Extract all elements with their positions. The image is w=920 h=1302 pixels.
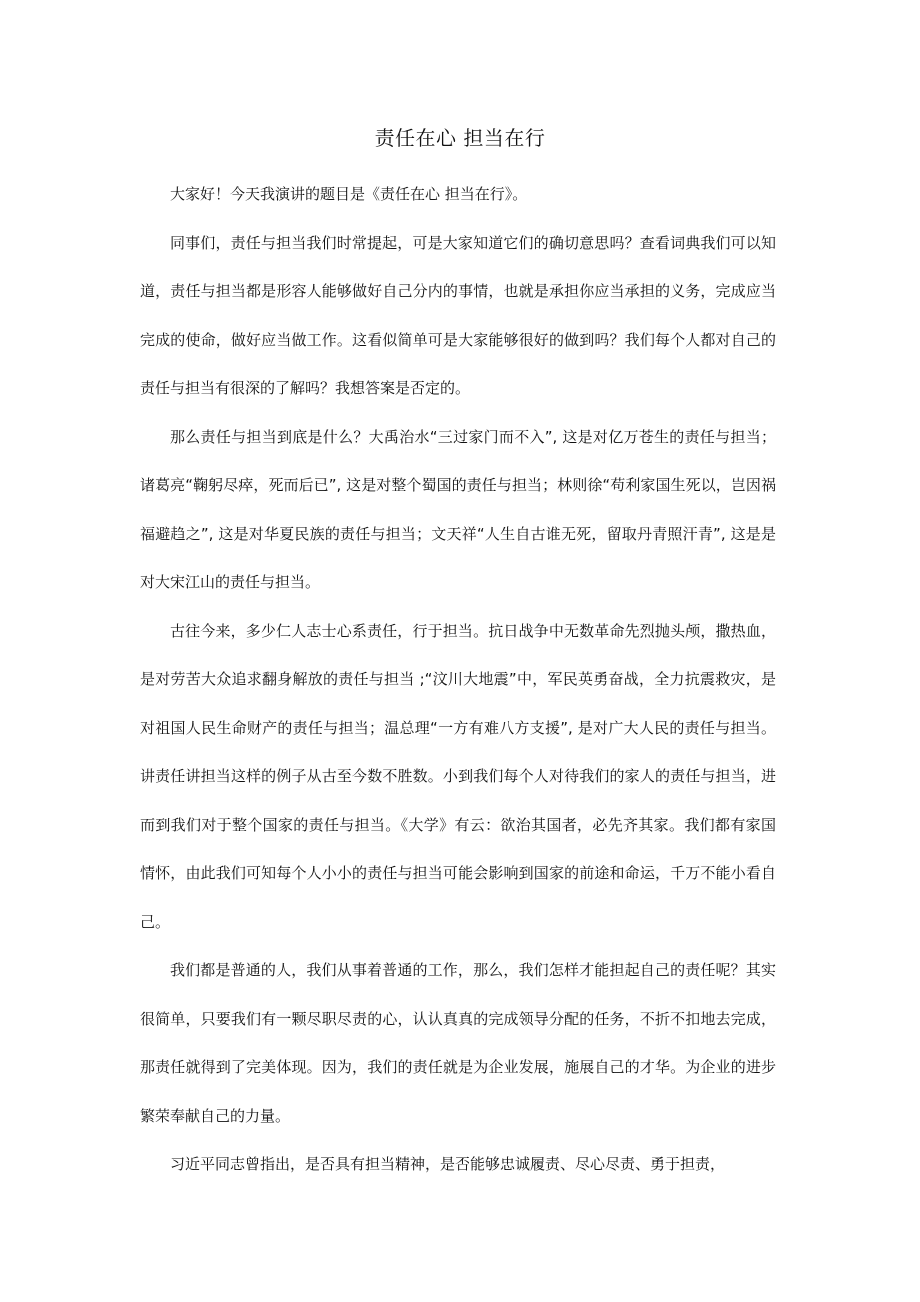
paragraph-greeting: 大家好！今天我演讲的题目是《责任在心 担当在行》。 [170, 185, 528, 203]
document-title: 责任在心 担当在行 [374, 126, 546, 150]
paragraph-modern-examples: 古往今来，多少仁人志士心系责任，行于担当。抗日战争中无数革命先烈抛头颅，撒热血，是对劳苦大众追求翻身解放的责任与担当 ;“汶川大地震”中，军民英勇奋战，全力抗震救灾，是对祖国人民生命财产的责任与担当；温总理“一方有难八方支援”, 是对广大人民的责任与担当。讲责任讲担当这样的例子从古至今数不胜数。小到我们每个人对待我们的家人的责任与担当，进而到我们对于整个国家的责任与担当。《大学》有云：欲治其国者，必先齐其家。我们都有家国情怀，由此我们可知每个人小小的责任与担当可能会影响到国家的前途和命运，千万不能小看自己。 [140, 621, 776, 931]
paragraph-historical-examples: 那么责任与担当到底是什么？大禹治水“三过家门而不入”, 这是对亿万苍生的责任与担当；诸葛亮“鞠躬尽瘁，死而后已”, 这是对整个蜀国的责任与担当；林则徐“苟利家国生死以，岂因祸福避趋之”, 这是对华夏民族的责任与担当；文天祥“人生自古谁无死，留取丹青照汗青”, 这是是对大宋江山的责任与担当。 [140, 427, 776, 591]
paragraph-quote-start: 习近平同志曾指出，是否具有担当精神，是否能够忠诚履责、尽心尽责、勇于担责， [170, 1155, 726, 1173]
paragraph-meaning: 同事们，责任与担当我们时常提起，可是大家知道它们的确切意思吗？查看词典我们可以知道，责任与担当都是形容人能够做好自己分内的事情，也就是承担你应当承担的义务，完成应当完成的使命，做好应当做工作。这看似简单可是大家能够很好的做到吗？我们每个人都对自己的责任与担当有很深的了解吗？我想答案是否定的。 [140, 233, 776, 397]
paragraph-ordinary-people: 我们都是普通的人，我们从事着普通的工作，那么，我们怎样才能担起自己的责任呢？其实很简单，只要我们有一颗尽职尽责的心，认认真真的完成领导分配的任务，不折不扣地去完成，那责任就得到了完美体现。因为，我们的责任就是为企业发展，施展自己的才华。为企业的进步繁荣奉献自己的力量。 [140, 961, 776, 1125]
document-body [140, 170, 776, 1189]
